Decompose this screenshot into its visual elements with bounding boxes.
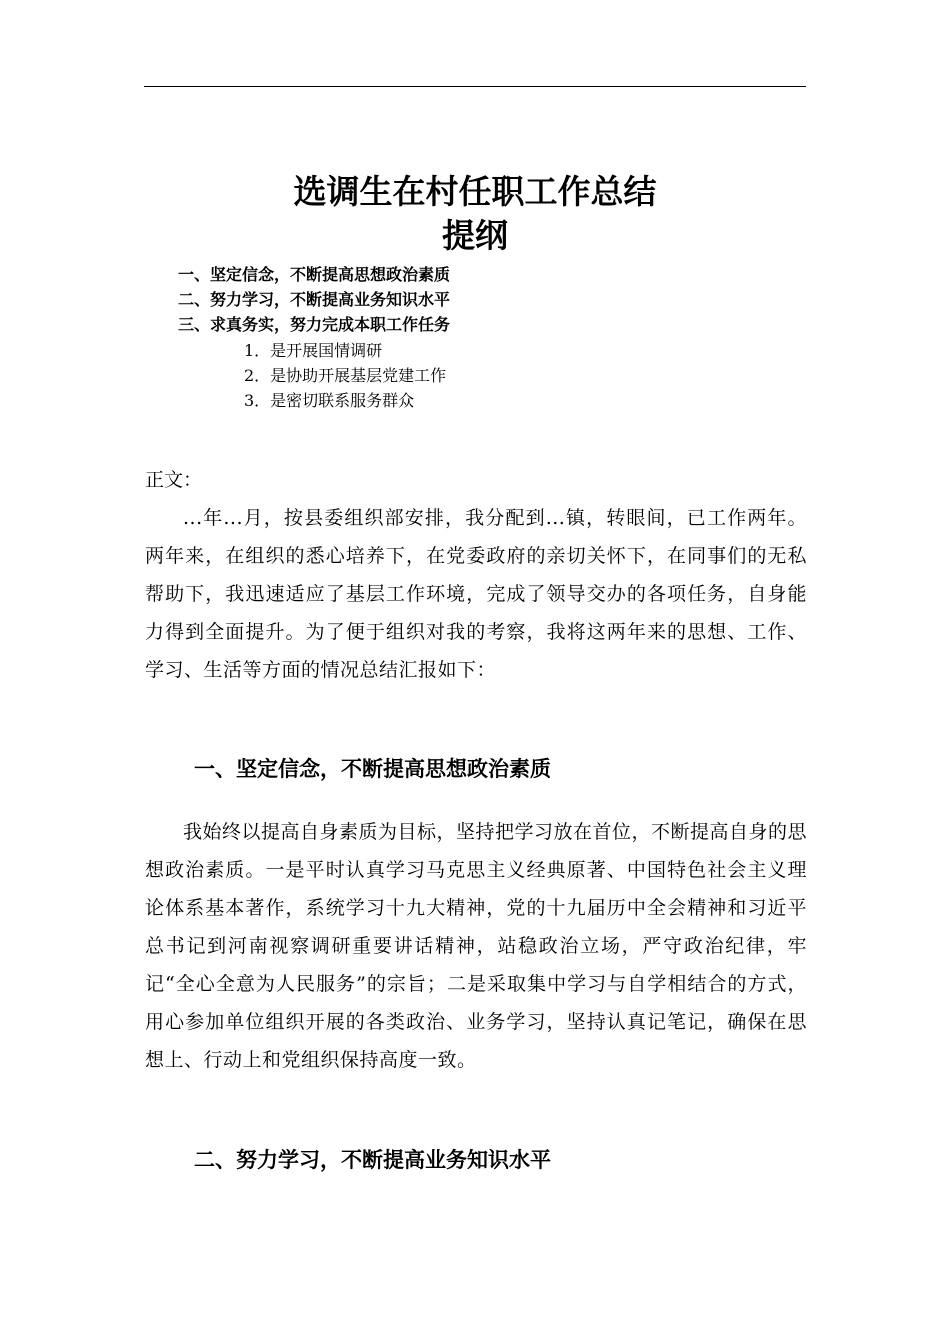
document-subtitle: 提纲	[442, 216, 508, 255]
document-title: 选调生在村任职工作总结	[293, 172, 657, 211]
outline-list	[178, 262, 450, 337]
sub-outline-list	[244, 338, 446, 413]
section-heading-2: 二、努力学习，不断提高业务知识水平	[194, 1148, 551, 1172]
header-rule	[144, 86, 806, 87]
body-label: 正文：	[145, 469, 203, 491]
section-1-paragraph: 我始终以提高自身素质为目标，坚持把学习放在首位，不断提高自身的思想政治素质。一是平时认真学习马克思主义经典原著、中国特色社会主义理论体系基本著作，系统学习十九大精神，党的十九届历中全会精神和习近平总书记到河南视察调研重要讲话精神，站稳政治立场，严守政治纪律，牢记“全心全意为人民服务”的宗旨；二是采取集中学习与自学相结合的方式，用心参加单位组织开展的各类政治、业务学习，坚持认真记笔记，确保在思想上、行动上和党组织保持高度一致。	[145, 821, 808, 1071]
outline-item: 三、求真务实，努力完成本职工作任务	[178, 315, 451, 334]
section-heading-1: 一、坚定信念，不断提高思想政治素质	[194, 757, 551, 781]
sub-outline-item: 2．是协助开展基层党建工作	[244, 366, 447, 385]
sub-outline-item: 1．是开展国情调研	[244, 341, 383, 360]
sub-outline-item: 3．是密切联系服务群众	[244, 391, 415, 410]
outline-item: 一、坚定信念，不断提高思想政治素质	[178, 265, 451, 284]
intro-paragraph: ...年...月，按县委组织部安排，我分配到...镇，转眼间，已工作两年。两年来，在组织的悉心培养下，在党委政府的亲切关怀下，在同事们的无私帮助下，我迅速适应了基层工作环境，完成了领导交办的各项任务，自身能力得到全面提升。为了便于组织对我的考察，我将这两年来的思想、工作、学习、生活等方面的情况总结汇报如下：	[145, 507, 807, 681]
outline-item: 二、努力学习，不断提高业务知识水平	[178, 290, 451, 309]
